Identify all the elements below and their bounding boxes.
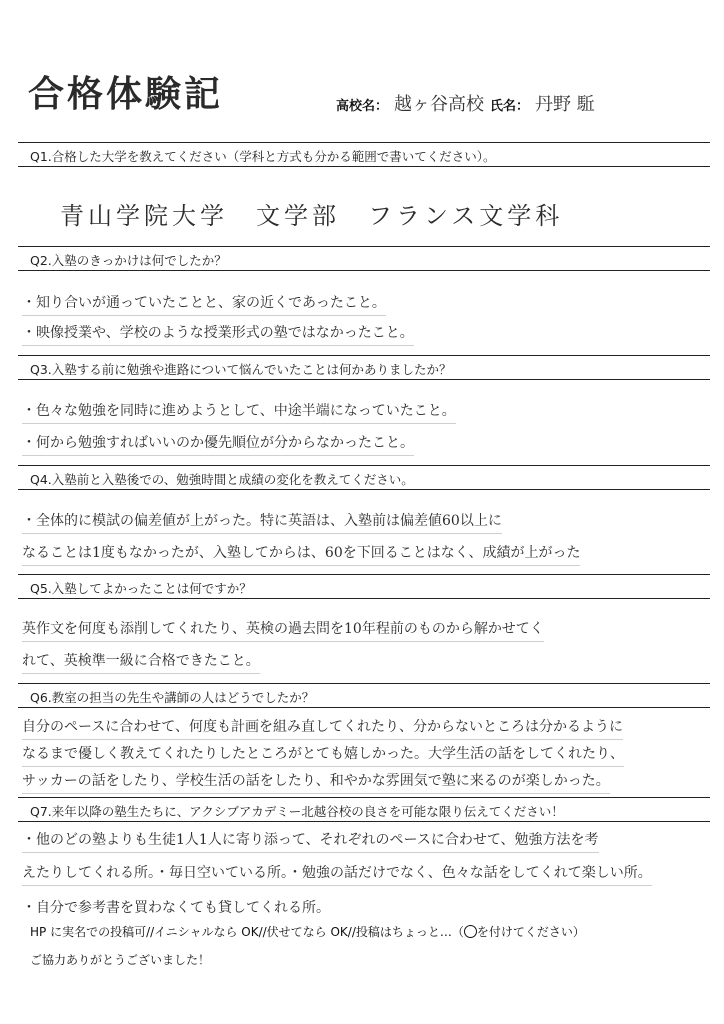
divider <box>18 821 710 822</box>
school-label: 高校名： <box>336 99 389 114</box>
question-3: Q3.入塾する前に勉強や進路について悩んでいたことは何かありましたか？ <box>30 362 452 377</box>
thanks-text: ご協力ありがとうございました！ <box>30 953 211 967</box>
divider <box>18 707 710 708</box>
answer-2-line-2: ・映像授業や、学校のような授業形式の塾ではなかったこと。 <box>22 322 414 346</box>
answer-2-line-1: ・知り合いが通っていたことと、家の近くであったこと。 <box>22 292 386 316</box>
question-4: Q4.入塾前と入塾後での、勉強時間と成績の変化を教えてください。 <box>30 472 414 487</box>
answer-5-line-1: 英作文を何度も添削してくれたり、英検の過去問を10年程前のものから解かせてく <box>22 618 544 642</box>
school-name-row <box>336 90 601 116</box>
circle-mark-icon <box>464 925 477 938</box>
page-title: 合格体験記 <box>28 74 224 115</box>
answer-6-line-2: なるまで優しく教えてくれたりしたところがとても嬉しかった。大学生活の話をしてくれたり、 <box>22 743 624 767</box>
answer-7-line-1: ・他のどの塾よりも生徒1人1人に寄り添って、それぞれのペースに合わせて、勉強方法を考 <box>22 829 599 853</box>
answer-3-line-1: ・色々な勉強を同時に進めようとして、中途半端になっていたこと。 <box>22 400 456 424</box>
divider <box>18 489 710 490</box>
name-label: 氏名： <box>490 99 530 114</box>
consent-tail: を付けてください） <box>476 925 585 939</box>
divider <box>18 683 710 684</box>
answer-4-line-2: なることは1度もなかったが、入塾してからは、60を下回ることはなく、成績が上がった <box>22 542 580 566</box>
divider <box>18 355 710 356</box>
school-value: 越ヶ谷高校 <box>394 94 485 115</box>
question-7: Q7.来年以降の塾生たちに、アクシブアカデミー北越谷校の良さを可能な限り伝えてください！ <box>30 804 564 819</box>
answer-4-line-1: ・全体的に模試の偏差値が上がった。特に英語は、入塾前は偏差値60以上に <box>22 510 502 534</box>
question-2: Q2.入塾のきっかけは何でしたか？ <box>30 253 227 268</box>
divider <box>18 246 710 247</box>
divider <box>18 797 710 798</box>
answer-3-line-2: ・何から勉強すればいいのか優先順位が分からなかったこと。 <box>22 432 414 456</box>
divider <box>18 598 710 599</box>
divider <box>18 270 710 271</box>
consent-options: HP に実名での投稿可//イニシャルなら OK//伏せてなら OK//投稿はちょっと…（ <box>30 925 464 939</box>
question-5: Q5.入塾してよかったことは何ですか？ <box>30 581 252 596</box>
question-1: Q1.合格した大学を教えてください（学科と方式も分かる範囲で書いてください）。 <box>30 149 496 164</box>
divider <box>18 574 710 575</box>
student-name: 丹野 駈 <box>535 94 595 115</box>
answer-1-line-1: 青山学院大学 文学部 フランス文学科 <box>60 202 564 230</box>
question-6: Q6.教室の担当の先生や講師の人はどうでしたか？ <box>30 690 315 705</box>
answer-7-line-2: えたりしてくれる所。・毎日空いている所。・勉強の話だけでなく、色々な話をしてくれて楽しい所。 <box>22 862 652 886</box>
divider <box>18 465 710 466</box>
answer-6-line-1: 自分のペースに合わせて、何度も計画を組み直してくれたり、分からないところは分かるように <box>22 716 623 740</box>
divider <box>18 379 710 380</box>
divider <box>18 142 710 143</box>
publication-consent <box>30 923 585 940</box>
answer-6-line-3: サッカーの話をしたり、学校生活の話をしたり、和やかな雰囲気で塾に来るのが楽しかった。 <box>22 770 610 794</box>
divider <box>18 166 710 167</box>
answer-7-line-3: ・自分で参考書を買わなくても貸してくれる所。 <box>22 900 330 916</box>
answer-5-line-2: れて、英検準一級に合格できたこと。 <box>22 650 260 674</box>
